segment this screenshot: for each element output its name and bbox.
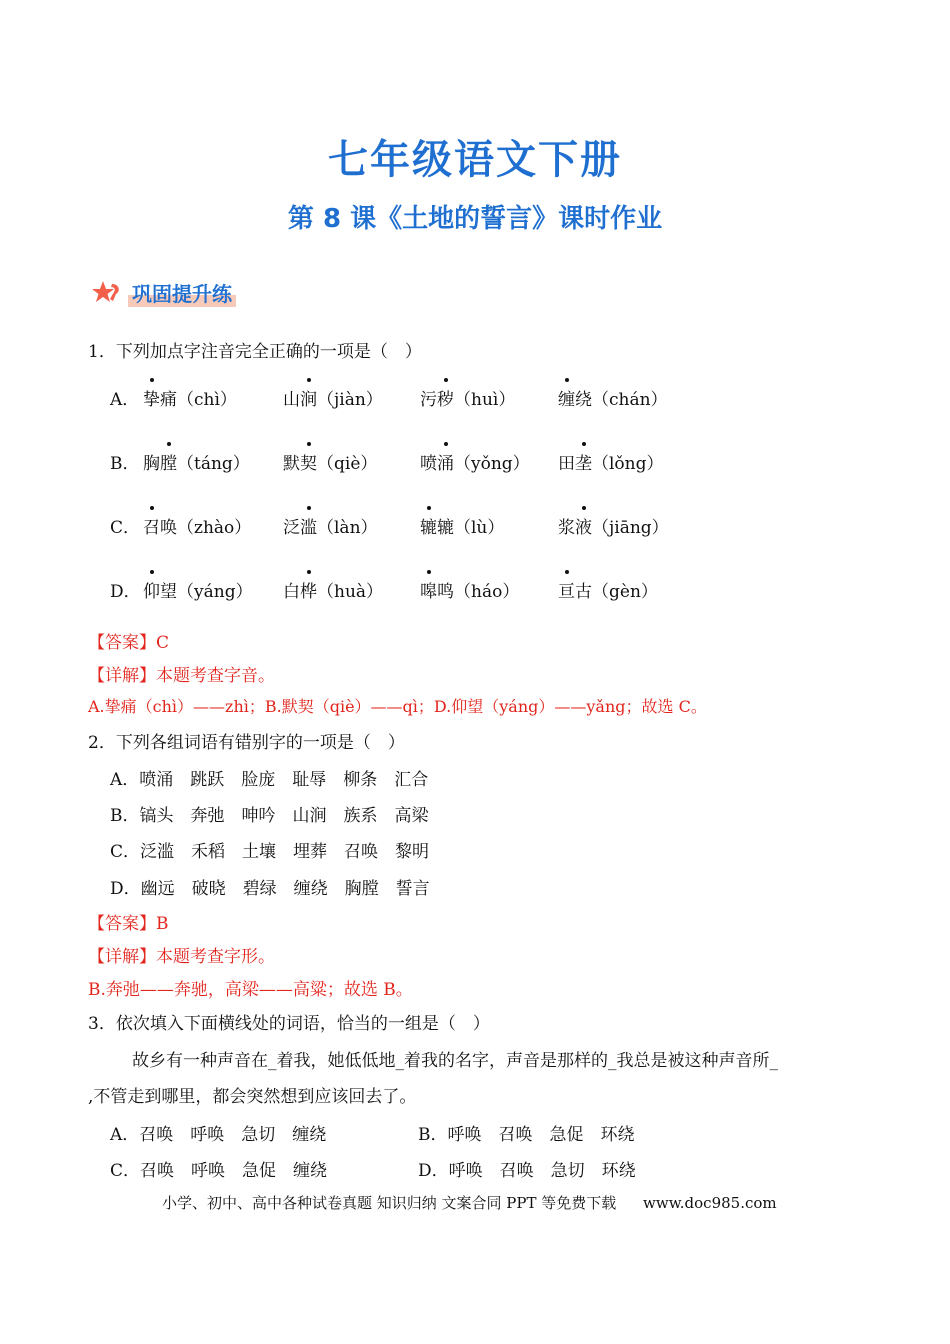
dotted-character: 液 — [575, 513, 592, 538]
question-1-choice — [420, 513, 504, 538]
question-3-option-a: A．召唤 呼唤 急切 缠绕 — [110, 1125, 327, 1145]
dotted-character: 滥 — [300, 513, 317, 538]
choice-suffix: （táng） — [177, 454, 250, 474]
question-1-choice — [283, 577, 383, 602]
dotted-character: 缠 — [558, 385, 575, 410]
choice-suffix: 绕（chán） — [575, 390, 668, 410]
choice-suffix: 古（gèn） — [575, 582, 658, 602]
footer-text: 小学、初中、高中各种试卷真题 知识归纳 文案合同 PPT 等免费下载 — [162, 1194, 617, 1212]
choice-prefix: 污 — [420, 390, 437, 410]
question-1-choice — [143, 577, 253, 602]
choice-prefix: 田 — [558, 454, 575, 474]
choice-prefix: 泛 — [283, 518, 300, 538]
choice-suffix: 辘（lù） — [437, 518, 505, 538]
question-3-passage-line2: ,不管走到哪里，都会突然想到应该回去了。 — [88, 1087, 417, 1107]
question-1-choice — [558, 577, 658, 602]
dotted-character: 亘 — [558, 577, 575, 602]
footer — [162, 1192, 777, 1213]
choice-prefix: 胸 — [143, 454, 160, 474]
choice-prefix: 白 — [283, 582, 300, 602]
dotted-character: 辘 — [420, 513, 437, 538]
question-3-option-b: B．呼唤 召唤 急促 环绕 — [418, 1125, 635, 1145]
question-1-option-label: D． — [110, 582, 141, 602]
choice-suffix: 鸣（háo） — [437, 582, 520, 602]
question-1-choice — [283, 385, 383, 410]
question-3-option-c: C．召唤 呼唤 急促 缠绕 — [110, 1161, 328, 1181]
choice-suffix: 痛（chì） — [160, 390, 237, 410]
dotted-character: 召 — [143, 513, 160, 538]
choice-suffix: （lǒng） — [592, 454, 664, 474]
question-2-answer: 【答案】B — [88, 914, 169, 934]
section-heading — [92, 278, 236, 307]
choice-suffix: （huà） — [317, 582, 384, 602]
dotted-character: 垄 — [575, 449, 592, 474]
question-2-option-d: D．幽远 破晓 碧绿 缠绕 胸膛 誓言 — [110, 879, 430, 899]
question-1-choice — [420, 449, 530, 474]
dotted-character: 桦 — [300, 577, 317, 602]
question-2-option-a: A．喷涌 跳跃 脸庞 耻辱 柳条 汇合 — [110, 770, 429, 790]
dotted-character: 挚 — [143, 385, 160, 410]
question-1-choice — [143, 449, 250, 474]
question-3-stem: 3．依次填入下面横线处的词语，恰当的一组是（ ） — [88, 1014, 490, 1034]
question-1-option-label: C． — [110, 518, 141, 538]
question-2-detail: 【详解】本题考查字形。 — [88, 947, 275, 967]
question-2-option-b: B．镐头 奔弛 呻吟 山涧 族系 高梁 — [110, 806, 429, 826]
star-icon — [92, 280, 122, 306]
choice-suffix: （làn） — [317, 518, 378, 538]
dotted-character: 仰 — [143, 577, 160, 602]
dotted-character: 嗥 — [420, 577, 437, 602]
choice-prefix: 浆 — [558, 518, 575, 538]
footer-site: www.doc985.com — [643, 1194, 777, 1212]
question-1-answer: 【答案】C — [88, 633, 170, 653]
question-1-option-label: A． — [110, 390, 140, 410]
choice-suffix: 唤（zhào） — [160, 518, 252, 538]
question-1-option-label: B． — [110, 454, 140, 474]
dotted-character: 涧 — [300, 385, 317, 410]
choice-prefix: 默 — [283, 454, 300, 474]
choice-suffix: （jiàn） — [317, 390, 383, 410]
question-1-choice — [283, 449, 377, 474]
choice-prefix: 山 — [283, 390, 300, 410]
page-subtitle: 第 8 课《土地的誓言》课时作业 — [287, 204, 663, 234]
choice-suffix: （huì） — [454, 390, 516, 410]
question-1-choice — [283, 513, 378, 538]
choice-suffix: （qiè） — [317, 454, 378, 474]
dotted-character: 膛 — [160, 449, 177, 474]
dotted-character: 秽 — [437, 385, 454, 410]
page-title: 七年级语文下册 — [328, 137, 622, 183]
question-3-passage-line1: 故乡有一种声音在_着我，她低低地_着我的名字，声音是那样的_我总是被这种声音所_ — [132, 1051, 778, 1071]
question-1-choice — [558, 513, 669, 538]
choice-prefix: 喷 — [420, 454, 437, 474]
question-1-explain: A.挚痛（chì）——zhì；B.默契（qiè）——qì；D.仰望（yáng）——yǎng；故选 C。 — [88, 697, 707, 716]
question-1-choice — [143, 385, 237, 410]
question-1-choice — [420, 385, 515, 410]
choice-suffix: 望（yáng） — [160, 582, 253, 602]
dotted-character: 契 — [300, 449, 317, 474]
question-1-stem: 1．下列加点字注音完全正确的一项是（ ） — [88, 342, 422, 362]
choice-suffix: （jiāng） — [592, 518, 669, 538]
question-1-choice — [558, 385, 668, 410]
question-1-choice — [143, 513, 251, 538]
choice-suffix: （yǒng） — [454, 454, 530, 474]
question-2-explain: B.奔弛——奔驰，高梁——高粱；故选 B。 — [88, 980, 413, 1000]
question-2-option-c: C．泛滥 禾稻 土壤 埋葬 召唤 黎明 — [110, 842, 430, 862]
question-1-choice — [420, 577, 519, 602]
dotted-character: 涌 — [437, 449, 454, 474]
question-2-stem: 2．下列各组词语有错别字的一项是（ ） — [88, 733, 405, 753]
question-1-choice — [558, 449, 664, 474]
question-3-option-d: D．呼唤 召唤 急切 环绕 — [418, 1161, 636, 1181]
question-1-detail: 【详解】本题考查字音。 — [88, 666, 275, 686]
section-title: 巩固提升练 — [128, 278, 236, 307]
